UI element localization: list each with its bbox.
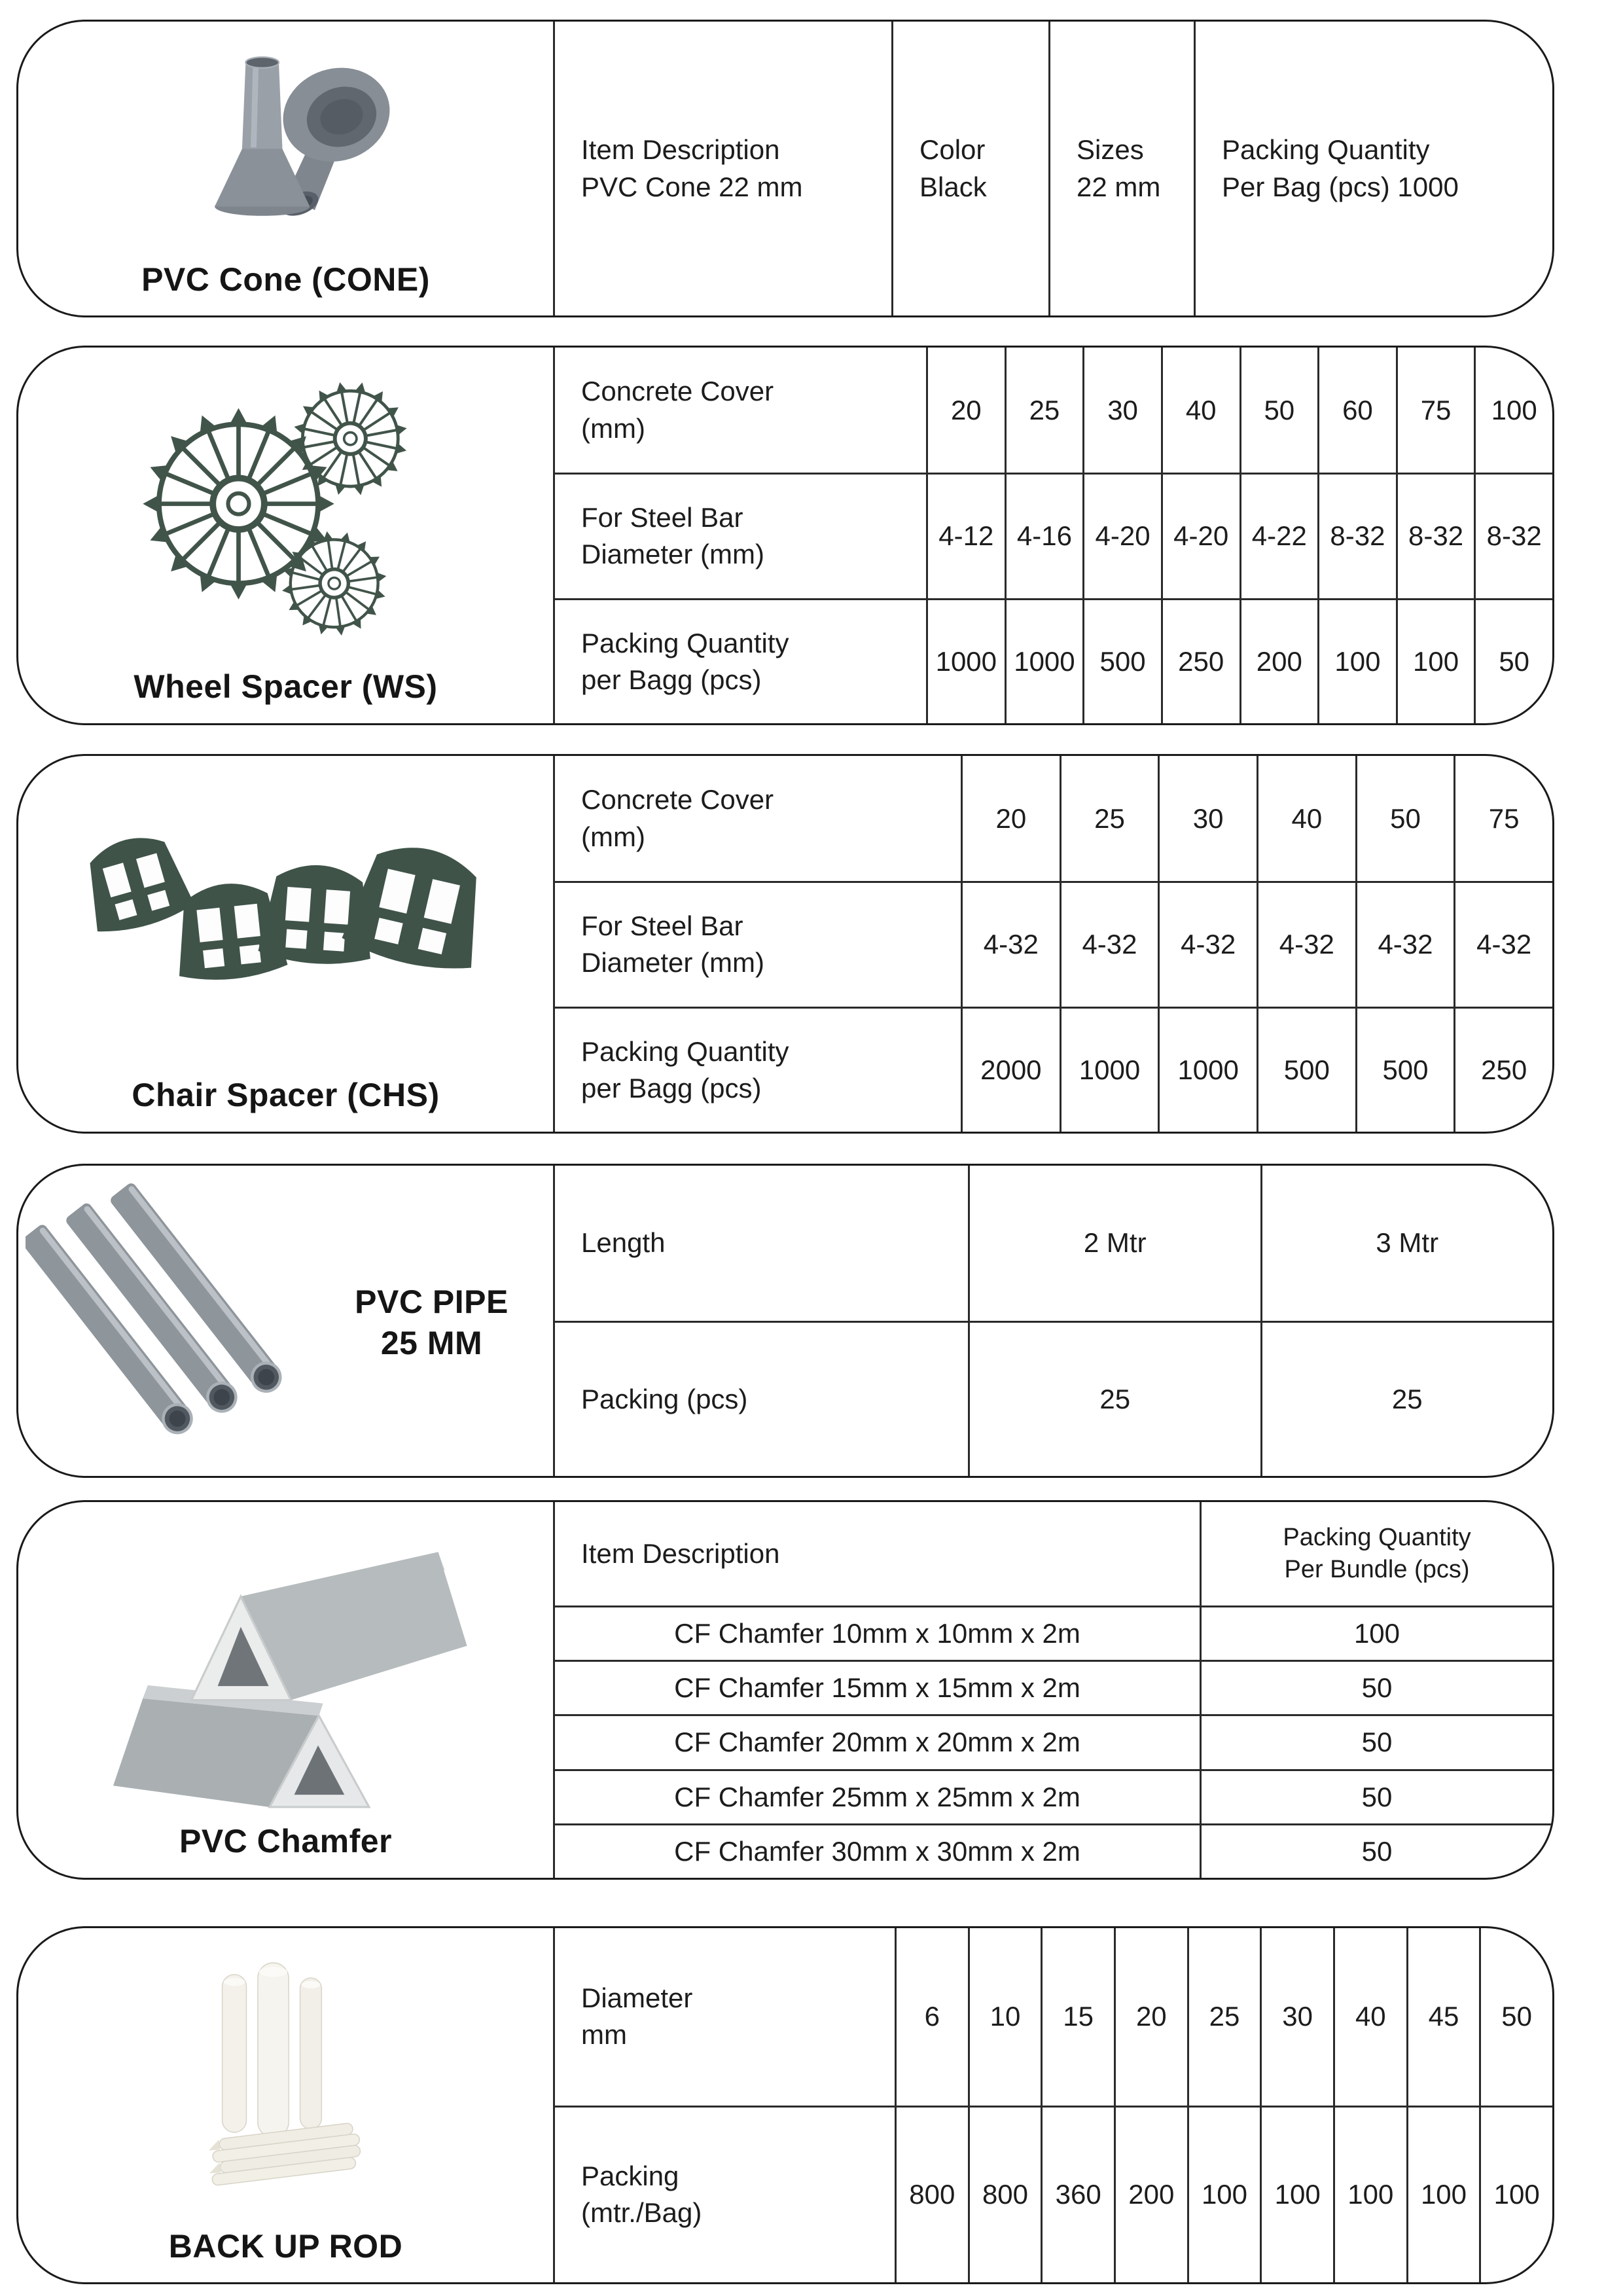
rod-packing-value: 100 <box>1406 2106 1480 2283</box>
cone-sizes-line2: 22 mm <box>1077 171 1161 202</box>
wheel-diameter-value: 8-32 <box>1474 473 1552 598</box>
chamfer-packing-value: 50 <box>1200 1714 1552 1768</box>
chair-diameter-value: 4-32 <box>1454 881 1552 1006</box>
wheel-cover-value: 75 <box>1396 348 1474 473</box>
wheel-packing-value: 500 <box>1082 598 1161 723</box>
chair-cover-value: 50 <box>1355 756 1454 881</box>
wheel-cover-value: 60 <box>1317 348 1396 473</box>
product-title-pvc-cone: PVC Cone (CONE) <box>141 260 430 298</box>
product-title-wheel-spacer: Wheel Spacer (WS) <box>134 668 438 706</box>
pvc-pipe-title-line2: 25 MM <box>380 1325 483 1361</box>
rod-row2-label-line2: (mtr./Bag) <box>581 2197 702 2229</box>
rod-packing-value: 800 <box>895 2106 968 2283</box>
wheel-cover-value: 40 <box>1161 348 1240 473</box>
chamfer-item-description: CF Chamfer 25mm x 25mm x 2m <box>553 1769 1200 1823</box>
rod-diameter-value: 45 <box>1406 1928 1480 2106</box>
chair-row1-label-line2: (mm) <box>581 821 645 852</box>
wheel-row-concrete-cover-label <box>553 348 926 473</box>
chamfer-item-description: CF Chamfer 30mm x 30mm x 2m <box>553 1823 1200 1878</box>
product-title-backup-rod: BACK UP ROD <box>168 2227 403 2265</box>
rod-packing-value: 200 <box>1114 2106 1187 2283</box>
rod-diameter-value: 6 <box>895 1928 968 2106</box>
chair-cover-value: 30 <box>1158 756 1257 881</box>
rod-packing-value: 100 <box>1479 2106 1552 2283</box>
cone-packing-line1: Packing Quantity <box>1222 134 1430 166</box>
pipe-row-packing-label <box>553 1321 968 1476</box>
chamfer-header-qty-line1: Packing Quantity <box>1283 1523 1471 1551</box>
card-pvc-chamfer <box>16 1500 1554 1880</box>
card-backup-rod <box>16 1926 1554 2284</box>
wheel-packing-value: 100 <box>1317 598 1396 723</box>
cone-col-color <box>891 22 1048 315</box>
chair-row3-label-line1: Packing Quantity <box>581 1035 789 1067</box>
chair-diameter-value: 4-32 <box>1158 881 1257 1006</box>
chair-diameter-value: 4-32 <box>1355 881 1454 1006</box>
pvc-pipe-title-line1: PVC PIPE <box>355 1283 508 1320</box>
wheel-row1-label-line2: (mm) <box>581 412 645 444</box>
chamfer-item-description: CF Chamfer 20mm x 20mm x 2m <box>553 1714 1200 1768</box>
rod-diameter-value: 25 <box>1187 1928 1260 2106</box>
chair-diameter-value: 4-32 <box>1257 881 1355 1006</box>
pvc-pipe-photo <box>22 1172 310 1469</box>
wheel-packing-value: 1000 <box>926 598 1005 723</box>
rod-diameter-value: 15 <box>1041 1928 1114 2106</box>
chamfer-packing-value: 50 <box>1200 1660 1552 1714</box>
pipe-packing-value: 25 <box>968 1321 1260 1476</box>
chair-diameter-value: 4-32 <box>1060 881 1158 1006</box>
chamfer-header-item-description <box>553 1502 1200 1605</box>
chair-row2-label-line2: Diameter (mm) <box>581 947 764 978</box>
chair-spacer-photo <box>25 768 546 1073</box>
chair-packing-value: 2000 <box>961 1007 1060 1132</box>
product-title-chair-spacer: Chair Spacer (CHS) <box>132 1077 440 1114</box>
wheel-diameter-value: 4-12 <box>926 473 1005 598</box>
cone-color-line2: Black <box>919 171 987 202</box>
product-title-pvc-pipe <box>310 1280 553 1363</box>
wheel-row2-label-line2: Diameter (mm) <box>581 539 764 570</box>
chamfer-header-packing <box>1200 1502 1552 1605</box>
wheel-diameter-value: 4-16 <box>1005 473 1083 598</box>
pvc-cone-image-cell <box>18 22 553 315</box>
cone-col-sizes <box>1048 22 1194 315</box>
pipe-length-value: 2 Mtr <box>968 1166 1260 1321</box>
chair-packing-value: 500 <box>1257 1007 1355 1132</box>
chair-packing-value: 250 <box>1454 1007 1552 1132</box>
chair-row-concrete-cover-label <box>553 756 961 881</box>
chamfer-header-desc-text: Item Description <box>581 1537 780 1569</box>
wheel-packing-value: 50 <box>1474 598 1552 723</box>
pipe-packing-value: 25 <box>1260 1321 1553 1476</box>
chair-packing-value: 500 <box>1355 1007 1454 1132</box>
chair-packing-value: 1000 <box>1060 1007 1158 1132</box>
wheel-row3-label-line2: per Bagg (pcs) <box>581 664 762 695</box>
pvc-chamfer-image-cell <box>18 1502 553 1878</box>
product-title-pvc-chamfer: PVC Chamfer <box>179 1823 393 1860</box>
pipe-length-value: 3 Mtr <box>1260 1166 1553 1321</box>
wheel-row1-label-line1: Concrete Cover <box>581 376 774 407</box>
rod-packing-value: 100 <box>1260 2106 1333 2283</box>
chamfer-header-qty-line2: Per Bundle (pcs) <box>1284 1556 1470 1583</box>
chair-cover-value: 75 <box>1454 756 1552 881</box>
rod-packing-value: 100 <box>1187 2106 1260 2283</box>
pvc-chamfer-photo <box>25 1514 546 1819</box>
chamfer-item-description: CF Chamfer 15mm x 15mm x 2m <box>553 1660 1200 1714</box>
rod-row1-label-line1: Diameter <box>581 1982 693 2013</box>
cone-item-description-line2: PVC Cone 22 mm <box>581 171 803 202</box>
chair-cover-value: 20 <box>961 756 1060 881</box>
wheel-spacer-photo <box>25 359 546 664</box>
rod-packing-value: 100 <box>1333 2106 1406 2283</box>
chair-spacer-image-cell <box>18 756 553 1132</box>
chair-row3-label-line2: per Bagg (pcs) <box>581 1072 762 1103</box>
wheel-packing-value: 250 <box>1161 598 1240 723</box>
rod-row-diameter-label <box>553 1928 895 2106</box>
rod-diameter-value: 10 <box>968 1928 1041 2106</box>
chair-row-steel-bar-label <box>553 881 961 1006</box>
wheel-cover-value: 30 <box>1082 348 1161 473</box>
wheel-diameter-value: 4-20 <box>1082 473 1161 598</box>
chamfer-packing-value: 50 <box>1200 1769 1552 1823</box>
wheel-spacer-image-cell <box>18 348 553 723</box>
backup-rod-image-cell <box>18 1928 553 2282</box>
cone-packing-line2: Per Bag (pcs) 1000 <box>1222 171 1459 202</box>
pvc-pipe-image-cell <box>18 1166 553 1476</box>
wheel-row2-label-line1: For Steel Bar <box>581 502 743 533</box>
cone-col-item-description <box>553 22 891 315</box>
cone-item-description-line1: Item Description <box>581 134 780 166</box>
pipe-row-length-label <box>553 1166 968 1321</box>
wheel-diameter-value: 8-32 <box>1396 473 1474 598</box>
chamfer-packing-value: 100 <box>1200 1605 1552 1660</box>
wheel-packing-value: 100 <box>1396 598 1474 723</box>
pipe-packing-label: Packing (pcs) <box>581 1383 748 1414</box>
card-pvc-cone <box>16 20 1554 317</box>
chair-packing-value: 1000 <box>1158 1007 1257 1132</box>
pvc-cone-photo <box>25 33 546 257</box>
wheel-row-packing-label <box>553 598 926 723</box>
rod-diameter-value: 20 <box>1114 1928 1187 2106</box>
chair-row2-label-line1: For Steel Bar <box>581 910 743 942</box>
wheel-cover-value: 20 <box>926 348 1005 473</box>
rod-row1-label-line2: mm <box>581 2019 627 2051</box>
cone-color-line1: Color <box>919 134 986 166</box>
card-chair-spacer <box>16 754 1554 1134</box>
chamfer-item-description: CF Chamfer 10mm x 10mm x 2m <box>553 1605 1200 1660</box>
chair-cover-value: 25 <box>1060 756 1158 881</box>
pipe-length-label: Length <box>581 1227 666 1259</box>
wheel-diameter-value: 4-20 <box>1161 473 1240 598</box>
cone-sizes-line1: Sizes <box>1077 134 1144 166</box>
wheel-row-steel-bar-label <box>553 473 926 598</box>
wheel-cover-value: 50 <box>1240 348 1318 473</box>
card-pvc-pipe <box>16 1164 1554 1478</box>
chamfer-packing-value: 50 <box>1200 1823 1552 1878</box>
chair-diameter-value: 4-32 <box>961 881 1060 1006</box>
rod-row2-label-line1: Packing <box>581 2160 679 2191</box>
rod-packing-value: 360 <box>1041 2106 1114 2283</box>
wheel-row3-label-line1: Packing Quantity <box>581 627 789 658</box>
chair-cover-value: 40 <box>1257 756 1355 881</box>
wheel-packing-value: 200 <box>1240 598 1318 723</box>
wheel-packing-value: 1000 <box>1005 598 1083 723</box>
card-wheel-spacer <box>16 346 1554 725</box>
rod-diameter-value: 30 <box>1260 1928 1333 2106</box>
wheel-diameter-value: 4-22 <box>1240 473 1318 598</box>
wheel-diameter-value: 8-32 <box>1317 473 1396 598</box>
backup-rod-photo <box>25 1940 546 2224</box>
chair-row-packing-label <box>553 1007 961 1132</box>
rod-diameter-value: 50 <box>1479 1928 1552 2106</box>
rod-packing-value: 800 <box>968 2106 1041 2283</box>
rod-diameter-value: 40 <box>1333 1928 1406 2106</box>
cone-col-packing <box>1194 22 1552 315</box>
rod-row-packing-label <box>553 2106 895 2283</box>
wheel-cover-value: 25 <box>1005 348 1083 473</box>
chair-row1-label-line1: Concrete Cover <box>581 784 774 816</box>
wheel-cover-value: 100 <box>1474 348 1552 473</box>
